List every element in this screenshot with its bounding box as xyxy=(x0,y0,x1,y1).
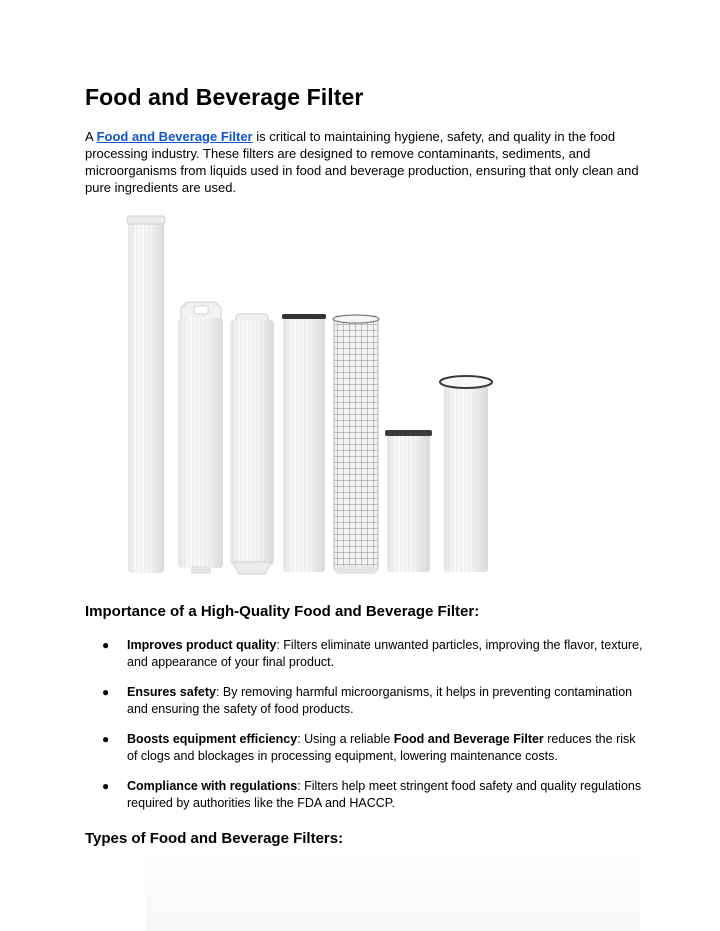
item-text: : Using a reliable xyxy=(297,732,394,746)
filter-cartridges-image xyxy=(115,210,525,580)
intro-rest: is critical to maintaining hygiene, safety, and quality in the food processing industry. These filters are designed to remove contaminants, sediments, and microorganisms from liquids used in food and beverage production, ensuring that only clean and pure ingredients are used. xyxy=(85,129,639,195)
bullet-icon: ● xyxy=(102,779,110,793)
importance-heading: Importance of a High-Quality Food and Beverage Filter: xyxy=(85,603,480,620)
list-item xyxy=(85,731,645,765)
food-beverage-filter-link[interactable]: Food and Beverage Filter xyxy=(96,129,253,144)
intro-lead: A xyxy=(85,129,97,144)
filter-cartridge-1 xyxy=(127,216,165,573)
bullet-icon: ● xyxy=(102,638,110,652)
item-text-post: reduces the risk of clogs and blockages in processing equipment, lowering maintenance costs. xyxy=(127,732,636,763)
item-label: Boosts equipment efficiency xyxy=(127,732,298,746)
filter-cartridge-5 xyxy=(333,315,379,574)
item-text: : Filters help meet stringent food safety and quality regulations required by authorities like the FDA and HACCP. xyxy=(127,779,642,810)
filter-cartridge-3 xyxy=(230,314,274,574)
page-title: Food and Beverage Filter xyxy=(85,84,364,110)
list-item xyxy=(85,684,645,718)
filter-cartridge-7 xyxy=(440,376,492,572)
bullet-icon: ● xyxy=(102,685,110,699)
item-text: : Filters eliminate unwanted particles, improving the flavor, texture, and appearance of your final product. xyxy=(127,638,643,669)
intro-paragraph xyxy=(85,128,640,196)
list-item xyxy=(85,637,645,671)
list-item xyxy=(85,778,645,812)
filter-cartridge-2 xyxy=(178,302,223,574)
item-label: Ensures safety xyxy=(127,685,216,699)
item-emphasis: Food and Beverage Filter xyxy=(393,732,544,746)
item-label: Compliance with regulations xyxy=(127,779,298,793)
bullet-icon: ● xyxy=(102,732,110,746)
filter-cartridge-6 xyxy=(385,430,432,572)
item-text: : By removing harmful microorganisms, it helps in preventing contamination and ensuring the safety of food products. xyxy=(127,685,633,716)
image-placeholder xyxy=(145,853,640,931)
filter-cartridge-4 xyxy=(282,314,326,572)
benefits-list xyxy=(85,637,645,825)
types-heading: Types of Food and Beverage Filters: xyxy=(85,830,344,847)
item-label: Improves product quality xyxy=(127,638,277,652)
